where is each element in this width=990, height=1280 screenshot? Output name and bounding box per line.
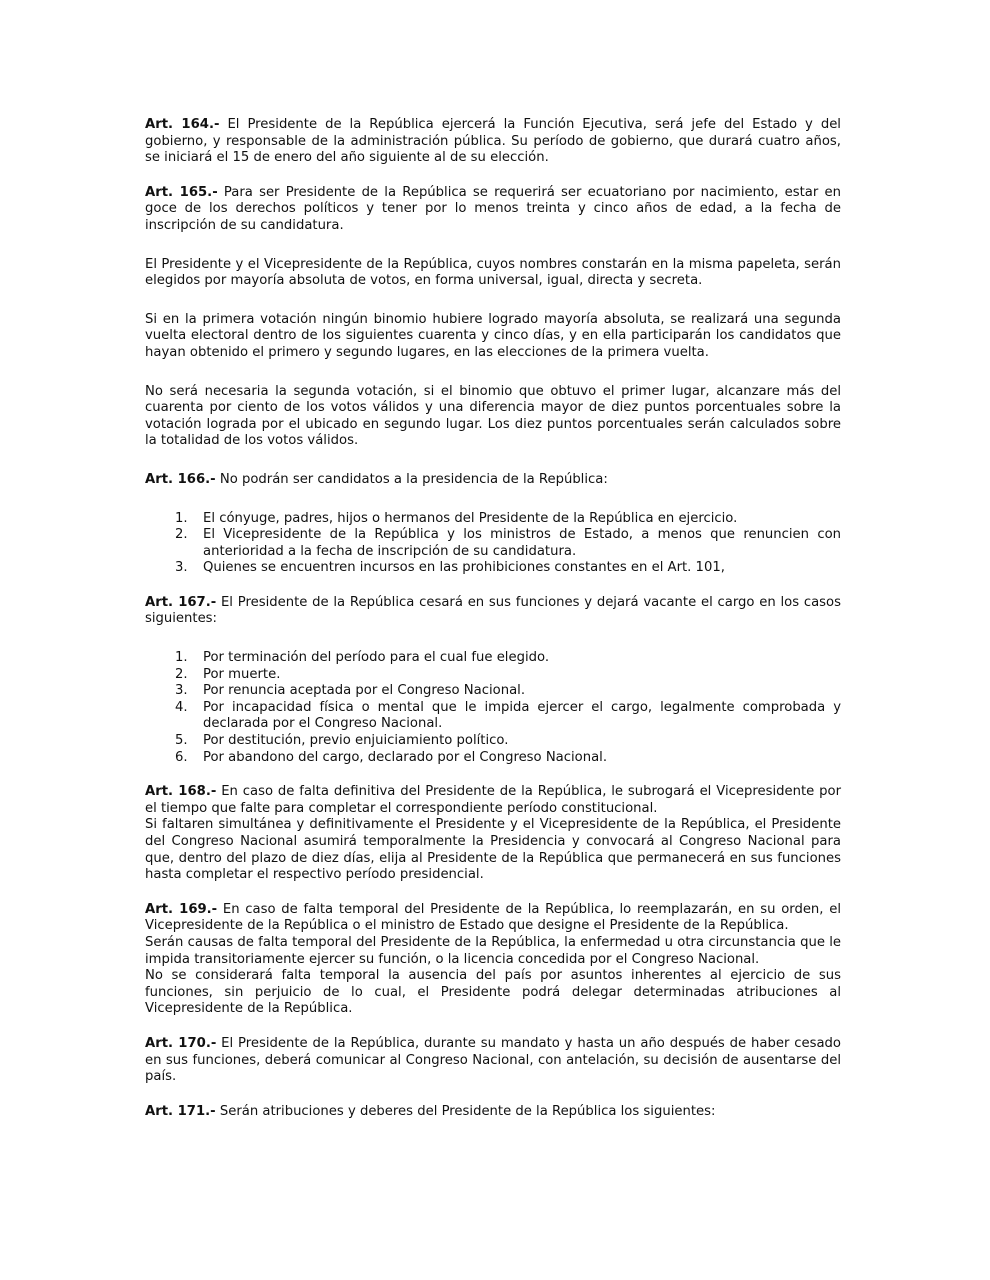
list-number: 3. <box>175 683 188 699</box>
list-item <box>145 700 841 733</box>
list-item-text: El Vicepresidente de la República y los ministros de Estado, a menos que renuncien con anterioridad a la fecha de inscripción de su candidatura. <box>203 527 841 559</box>
list-item-text: Por abandono del cargo, declarado por el Congreso Nacional. <box>203 749 608 765</box>
list-item <box>145 650 841 667</box>
numbered-list <box>145 511 841 577</box>
article-164 <box>145 117 841 167</box>
list-item-text: El cónyuge, padres, hijos o hermanos del Presidente de la República en ejercicio. <box>203 510 738 526</box>
article-text: En caso de falta definitiva del Presidente de la República, le subrogará el Vicepresidente por el tiempo que falte para completar el correspondiente período constitucional. <box>145 784 841 816</box>
article-label: Art. 169.- <box>145 901 218 917</box>
list-number: 3. <box>175 560 188 576</box>
list-item <box>145 511 841 528</box>
article-label: Art. 165.- <box>145 184 218 200</box>
article-170 <box>145 1036 841 1086</box>
list-item-text: Por terminación del período para el cual fue elegido. <box>203 650 550 666</box>
numbered-list <box>145 650 841 766</box>
list-item-text: Por renuncia aceptada por el Congreso Nacional. <box>203 683 526 699</box>
list-item <box>145 667 841 684</box>
article-paragraph: Si faltaren simultánea y definitivamente el Presidente y el Vicepresidente de la República, el Presidente del Congreso Nacional asumirá temporalmente la Presidencia y convocará al Congreso Nacional para que, dentro del plazo de diez días, elija al Presidente de la República que permanecerá en sus funciones hasta completar el respectivo período presidencial. <box>145 817 841 883</box>
list-number: 2. <box>175 527 188 543</box>
article-171 <box>145 1104 841 1121</box>
article-text: El Presidente de la República, durante su mandato y hasta un año después de haber cesado en sus funciones, deberá comunicar al Congreso Nacional, con antelación, su decisión de ausentarse del país. <box>145 1035 841 1085</box>
list-item-text: Por destitución, previo enjuiciamiento político. <box>203 733 509 749</box>
article-label: Art. 167.- <box>145 594 217 610</box>
article-167 <box>145 595 841 628</box>
list-item <box>145 750 841 767</box>
article-166 <box>145 472 841 489</box>
document-body <box>145 117 841 1120</box>
article-168 <box>145 784 841 817</box>
article-text: El Presidente de la República ejercerá la Función Ejecutiva, será jefe del Estado y del gobierno, y responsable de la administración pública. Su período de gobierno, que durará cuatro años, se iniciará el 15 de enero del año siguiente al de su elección. <box>145 117 841 166</box>
article-text: El Presidente de la República cesará en sus funciones y dejará vacante el cargo en los casos siguientes: <box>145 594 841 627</box>
list-number: 5. <box>175 733 188 749</box>
article-paragraph: No será necesaria la segunda votación, si el binomio que obtuvo el primer lugar, alcanzare más del cuarenta por ciento de los votos válidos y una diferencia mayor de diez puntos porcentuales sobre la votación lograda por el ubicado en segundo lugar. Los diez puntos porcentuales serán calculados sobre la totalidad de los votos válidos. <box>145 383 841 449</box>
article-text: No podrán ser candidatos a la presidencia de la República: <box>215 471 608 487</box>
article-label: Art. 164.- <box>145 117 220 132</box>
list-item <box>145 560 841 577</box>
list-number: 1. <box>175 510 188 526</box>
article-169 <box>145 902 841 935</box>
list-item-text: Quienes se encuentren incursos en las prohibiciones constantes en el Art. 101, <box>203 560 725 576</box>
list-number: 4. <box>175 699 188 715</box>
article-label: Art. 170.- <box>145 1035 217 1051</box>
article-text: Para ser Presidente de la República se requerirá ser ecuatoriano por nacimiento, estar en goce de los derechos políticos y tener por lo menos treinta y cinco años de edad, a la fecha de inscripción de su candidatura. <box>145 184 841 233</box>
list-number: 1. <box>175 650 188 666</box>
list-number: 2. <box>175 666 188 682</box>
article-paragraph: El Presidente y el Vicepresidente de la República, cuyos nombres constarán en la misma papeleta, serán elegidos por mayoría absoluta de votos, en forma universal, igual, directa y secreta. <box>145 256 841 289</box>
article-text: En caso de falta temporal del Presidente de la República, lo reemplazarán, en su orden, el Vicepresidente de la República o el ministro de Estado que designe el Presidente de la República. <box>145 901 841 934</box>
article-label: Art. 168.- <box>145 784 217 800</box>
article-label: Art. 171.- <box>145 1103 216 1119</box>
list-number: 6. <box>175 749 188 765</box>
list-item <box>145 527 841 560</box>
article-paragraph: Si en la primera votación ningún binomio hubiere logrado mayoría absoluta, se realizará una segunda vuelta electoral dentro de los siguientes cuarenta y cinco días, y en ella participarán los candidatos que hayan obtenido el primero y segundo lugares, en las elecciones de la primera vuelta. <box>145 311 841 360</box>
list-item-text: Por incapacidad física o mental que le impida ejercer el cargo, legalmente comprobada y declarada por el Congreso Nacional. <box>203 699 841 732</box>
list-item <box>145 683 841 700</box>
article-paragraph: Serán causas de falta temporal del Presidente de la República, la enfermedad u otra circunstancia que le impida transitoriamente ejercer su función, o la licencia concedida por el Congreso Nacional. <box>145 934 841 967</box>
list-item-text: Por muerte. <box>203 666 281 682</box>
list-item <box>145 733 841 750</box>
article-label: Art. 166.- <box>145 471 216 487</box>
article-paragraph: No se considerará falta temporal la ausencia del país por asuntos inherentes al ejercicio de sus funciones, sin perjuicio de lo cual, el Presidente podrá delegar determinadas atribuciones al Vicepresidente de la República. <box>145 968 841 1017</box>
article-165 <box>145 185 841 235</box>
article-text: Serán atribuciones y deberes del Presidente de la República los siguientes: <box>215 1103 716 1119</box>
